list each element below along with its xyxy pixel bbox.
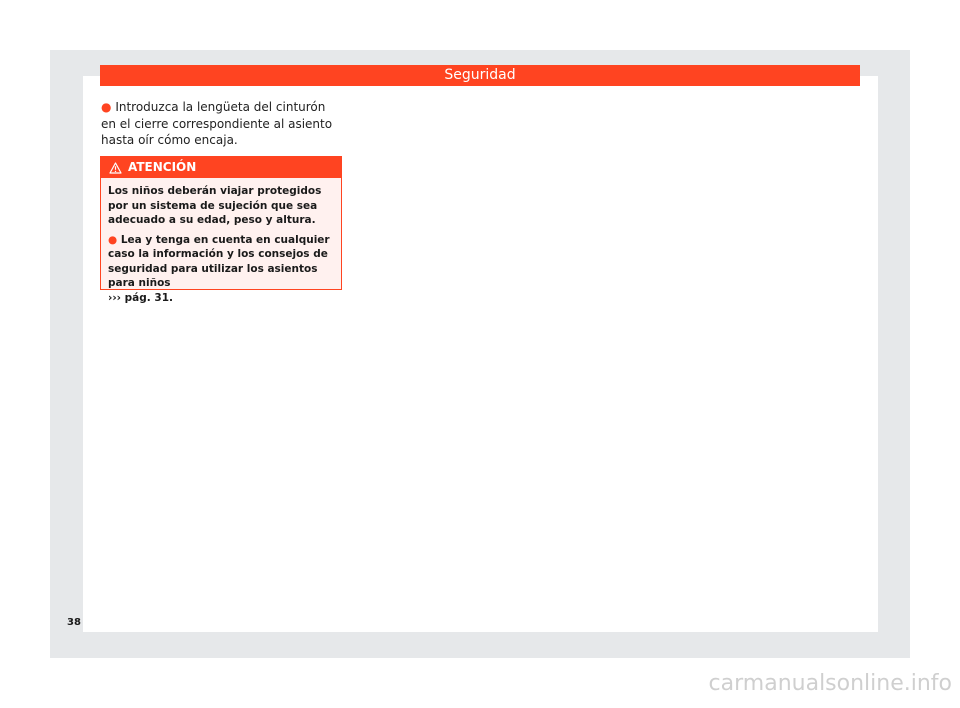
warning-box bbox=[100, 156, 342, 304]
warning-header bbox=[101, 157, 341, 178]
warning-body bbox=[101, 178, 341, 305]
page-ref-arrows: ››› bbox=[108, 291, 121, 304]
section-title: Seguridad bbox=[444, 67, 516, 83]
warning-paragraph: Los niños deberán viajar protegidos por un sistema de sujeción que sea adecuado a su edad, peso y altura. bbox=[108, 185, 322, 226]
bullet-icon: ● bbox=[101, 100, 112, 114]
warning-triangle-icon bbox=[109, 162, 122, 174]
intro-bullet-paragraph bbox=[101, 99, 337, 149]
section-header bbox=[100, 65, 860, 86]
watermark: carmanualsonline.info bbox=[708, 671, 952, 696]
page-number: 38 bbox=[67, 617, 81, 628]
warning-title: ATENCIÓN bbox=[128, 160, 197, 174]
page-ref-link[interactable]: pág. 31. bbox=[124, 291, 174, 304]
warning-bullet-text: Lea y tenga en cuenta en cualquier caso la información y los consejos de seguridad para utilizar los asientos para niños bbox=[108, 233, 330, 289]
warning-bullet-item bbox=[108, 233, 334, 306]
intro-text: Introduzca la lengüeta del cinturón en el cierre correspondiente al asiento hasta oír cómo encaja. bbox=[101, 100, 333, 147]
bullet-icon: ● bbox=[108, 233, 118, 246]
